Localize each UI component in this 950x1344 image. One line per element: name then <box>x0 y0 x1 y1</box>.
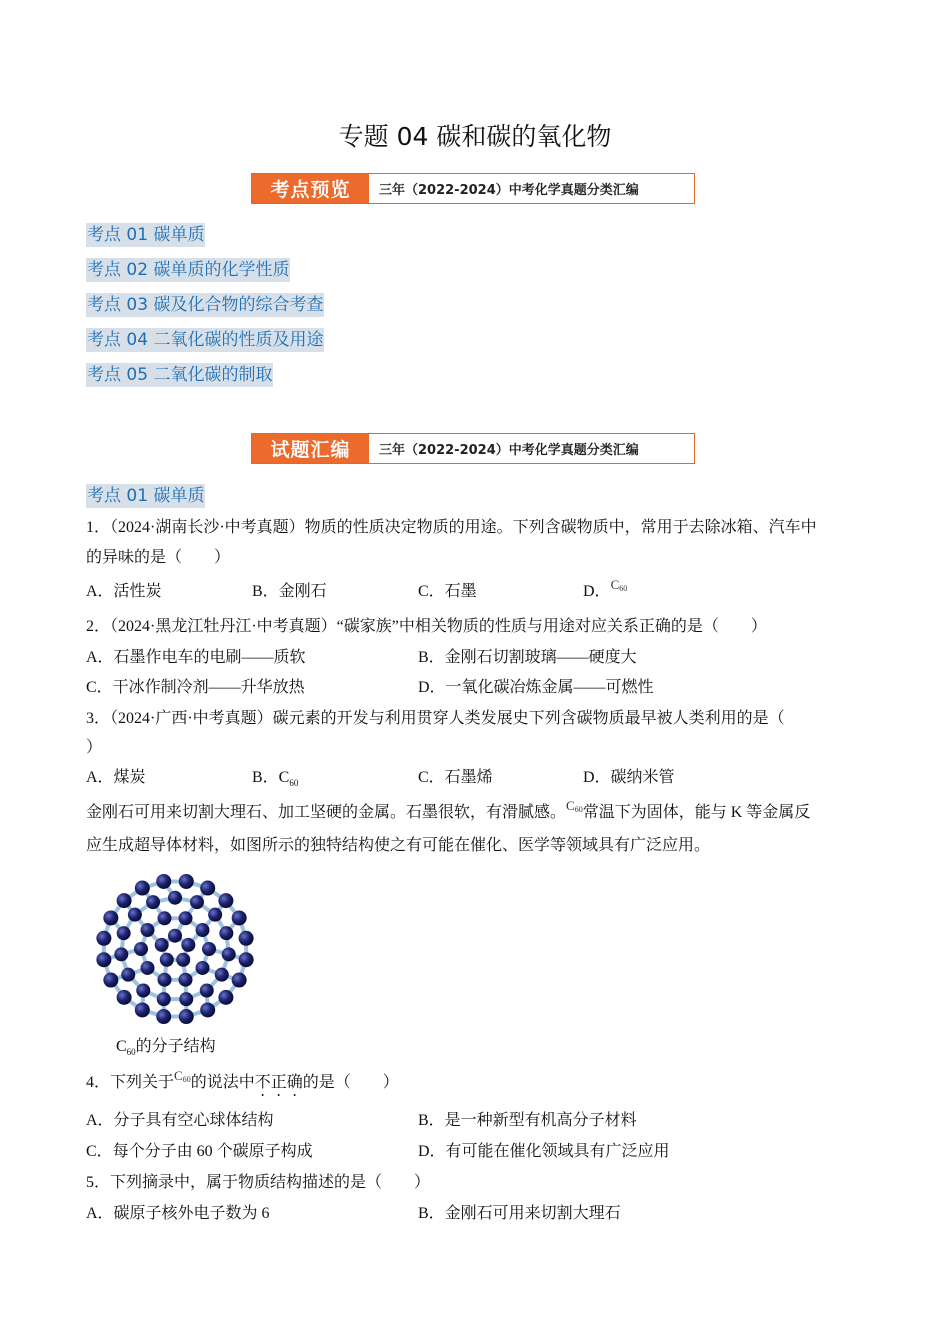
c60-formula: $C_{60}$ <box>610 577 628 593</box>
carbon-atom <box>176 953 190 967</box>
toc-item-05[interactable]: 考点 05 二氧化碳的制取 <box>87 365 273 385</box>
question-5-stem: 5．下列摘录中，属于物质结构描述的是（ ） <box>86 1174 431 1191</box>
carbon-atom <box>140 961 154 975</box>
carbon-atom <box>117 893 132 908</box>
carbon-atom <box>179 973 193 987</box>
q1-option-d <box>583 577 628 607</box>
q5-option-a: A．碳原子核外电子数为 6 <box>86 1205 270 1222</box>
carbon-atom <box>208 908 222 922</box>
carbon-atom <box>200 1002 215 1017</box>
banner-subtitle: 三年（2022-2024）中考化学真题分类汇编 <box>379 443 639 458</box>
carbon-atom <box>232 910 247 925</box>
passage-line-2: 应生成超导体材料，如图所示的独特结构使之有可能在催化、医学等领域具有广泛应用。 <box>86 837 711 854</box>
q3-option-b: B．$C_{60}$ <box>252 769 299 789</box>
banner-questions <box>251 433 695 464</box>
carbon-atom <box>114 947 128 961</box>
toc-item-01[interactable]: 考点 01 碳单质 <box>87 225 205 245</box>
carbon-atom <box>200 984 214 998</box>
carbon-atom <box>103 910 118 925</box>
c60-formula: $C_{60}$ <box>174 1068 191 1084</box>
q1-option-c: C．石墨 <box>418 583 477 600</box>
carbon-atom <box>117 990 132 1005</box>
banner-tag: 考点预览 <box>252 174 369 203</box>
q4-option-c: C．每个分子由 60 个碳原子构成 <box>86 1143 313 1160</box>
q5-option-b: B．金刚石可用来切割大理石 <box>418 1205 621 1222</box>
question-3-stem: 3．（2024·广西·中考真题）碳元素的开发与利用贯穿人类发展史下列含碳物质最早被人类利用的是（ <box>86 710 785 727</box>
toc-item-03[interactable]: 考点 03 碳及化合物的综合考查 <box>87 295 324 315</box>
q2-option-b: B．金刚石切割玻璃——硬度大 <box>418 649 637 666</box>
q4-option-d: D．有可能在催化领域具有广泛应用 <box>418 1143 670 1160</box>
carbon-atom <box>136 984 150 998</box>
question-1-stem: 1．（2024·湖南长沙·中考真题）物质的性质决定物质的用途。下列含碳物质中，常用于去除冰箱、汽车中 <box>86 519 817 536</box>
carbon-atom <box>135 881 150 896</box>
q3-option-d: D．碳纳米管 <box>583 769 675 786</box>
page-title: 专题 04 碳和碳的氧化物 <box>338 122 612 151</box>
carbon-atom <box>218 893 233 908</box>
carbon-atom <box>232 973 247 988</box>
carbon-atom <box>156 874 171 889</box>
q2-option-a: A．石墨作电车的电刷——质软 <box>86 649 306 666</box>
c60-molecule-image <box>86 866 264 1032</box>
carbon-atom <box>157 973 171 987</box>
carbon-atom <box>190 895 204 909</box>
carbon-atom <box>196 923 210 937</box>
carbon-atom <box>156 1009 171 1024</box>
carbon-atom <box>218 990 233 1005</box>
carbon-atom <box>222 947 236 961</box>
carbon-atom <box>181 938 195 952</box>
carbon-atom <box>117 926 131 940</box>
passage-line-1: 金刚石可用来切割大理石、加工坚硬的金属。石墨很软，有滑腻感。$C_{60}$常温下为固体，能与 K 等金属反 <box>86 802 810 828</box>
carbon-atom <box>157 911 171 925</box>
carbon-atom <box>168 929 182 943</box>
question-3-stem-cont: ） <box>86 739 103 756</box>
carbon-atom <box>196 961 210 975</box>
q4-option-b: B．是一种新型有机高分子材料 <box>418 1112 637 1129</box>
toc-item-04[interactable]: 考点 04 二氧化碳的性质及用途 <box>87 330 324 350</box>
question-2-stem: 2．（2024·黑龙江牡丹江·中考真题）“碳家族”中相关物质的性质与用途对应关系正确的是（ ） <box>86 618 767 635</box>
banner-subtitle: 三年（2022-2024）中考化学真题分类汇编 <box>379 183 639 198</box>
carbon-atom <box>239 952 254 967</box>
figure-caption: $C_{60}$的分子结构 <box>116 1038 216 1058</box>
carbon-atom <box>160 953 174 967</box>
carbon-atom <box>121 968 135 982</box>
carbon-atom <box>155 938 169 952</box>
carbon-atom <box>134 942 148 956</box>
q1-option-b: B．金刚石 <box>252 583 327 600</box>
carbon-atom <box>200 881 215 896</box>
carbon-atom <box>146 895 160 909</box>
q3-option-c: C．石墨烯 <box>418 769 493 786</box>
emphasis-not-correct: 不正确 <box>254 1074 303 1091</box>
carbon-atom <box>239 931 254 946</box>
q2-option-d: D．一氧化碳冶炼金属——可燃性 <box>418 679 654 696</box>
carbon-atom <box>157 992 171 1006</box>
toc-item-02[interactable]: 考点 02 碳单质的化学性质 <box>87 260 290 280</box>
q4-option-a: A．分子具有空心球体结构 <box>86 1112 274 1129</box>
carbon-atom <box>128 908 142 922</box>
q1-option-d-label: D． <box>583 583 611 600</box>
section-heading[interactable]: 考点 01 碳单质 <box>87 486 205 506</box>
carbon-atom <box>96 952 111 967</box>
carbon-atom <box>219 926 233 940</box>
carbon-atom <box>140 923 154 937</box>
carbon-atom <box>179 911 193 925</box>
carbon-atom <box>202 942 216 956</box>
carbon-atom <box>179 874 194 889</box>
carbon-atom <box>215 968 229 982</box>
banner-tag: 试题汇编 <box>252 434 369 463</box>
q2-option-c: C．干冰作制冷剂——升华放热 <box>86 679 305 696</box>
carbon-atom <box>179 1009 194 1024</box>
carbon-atom <box>103 973 118 988</box>
carbon-atom <box>96 931 111 946</box>
question-1-stem-cont: 的异味的是（ ） <box>86 549 231 566</box>
carbon-atom <box>168 891 182 905</box>
c60-formula: $C_{60}$ <box>566 798 583 814</box>
question-4-stem: 4．下列关于$C_{60}$的说法中不正确的是（ ） <box>86 1072 399 1100</box>
q1-option-a: A．活性炭 <box>86 583 162 600</box>
q3-option-a: A．煤炭 <box>86 769 146 786</box>
carbon-atom <box>135 1002 150 1017</box>
banner-preview <box>251 173 695 204</box>
carbon-atom <box>179 992 193 1006</box>
